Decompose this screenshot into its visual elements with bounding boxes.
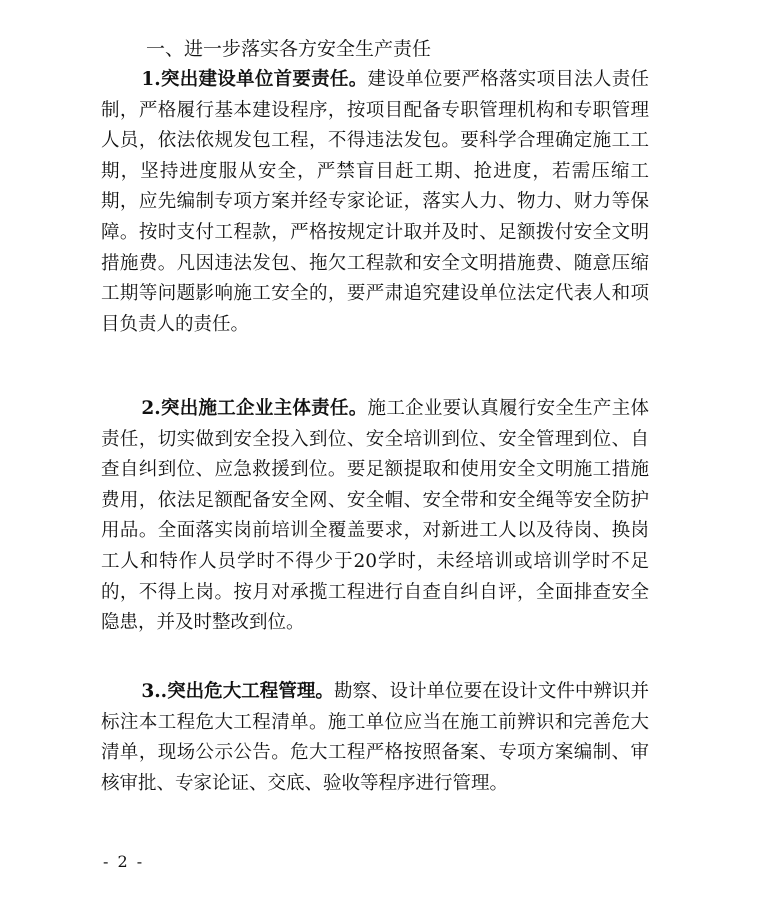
paragraph-body: 施工企业要认真履行安全生产主体责任，切实做到安全投入到位、安全培训到位、安全管理到位、自查自纠到位、应急救援到位。要足额提取和使用安全文明施工措施费用，依法足额配备安全网、安全帽、安全带和安全绳等安全防护用品。全面落实岗前培训全覆盖要求，对新进工人以及待岗、换岗工人和特作人员学时不得少于20学时，未经培训或培训学时不足的，不得上岗。按月对承揽工程进行自查自纠自评，全面排查安全隐患，并及时整改到位。 <box>101 398 649 634</box>
section-heading: 一、进一步落实各方安全生产责任 <box>146 38 432 60</box>
page-number: - 2 - <box>103 852 145 871</box>
paragraph-body: 勘察、设计单位要在设计文件中辨识并标注本工程危大工程清单。施工单位应当在施工前辨识和完善危大清单，现场公示公告。危大工程严格按照备案、专项方案编制、审核审批、专家论证、交底、验收等程序进行管理。 <box>101 681 649 794</box>
paragraph-lead: 3..突出危大工程管理。 <box>141 681 334 702</box>
paragraph-lead: 2.突出施工企业主体责任。 <box>141 398 368 419</box>
paragraph-dangerous-works <box>101 677 649 799</box>
paragraph-body: 建设单位要严格落实项目法人责任制，严格履行基本建设程序，按项目配备专职管理机构和专职管理人员，依法依规发包工程，不得违法发包。要科学合理确定施工工期，坚持进度服从安全，严禁盲目赶工期、抢进度，若需压缩工期，应先编制专项方案并经专家论证，落实人力、物力、财力等保障。按时支付工程款，严格按规定计取并及时、足额拨付安全文明措施费。凡因违法发包、拖欠工程款和安全文明措施费、随意压缩工期等问题影响施工安全的，要严肃追究建设单位法定代表人和项目负责人的责任。 <box>101 69 649 335</box>
paragraph-construction-enterprise <box>101 394 649 639</box>
paragraph-construction-unit <box>101 65 649 340</box>
paragraph-lead: 1.突出建设单位首要责任。 <box>141 69 368 90</box>
